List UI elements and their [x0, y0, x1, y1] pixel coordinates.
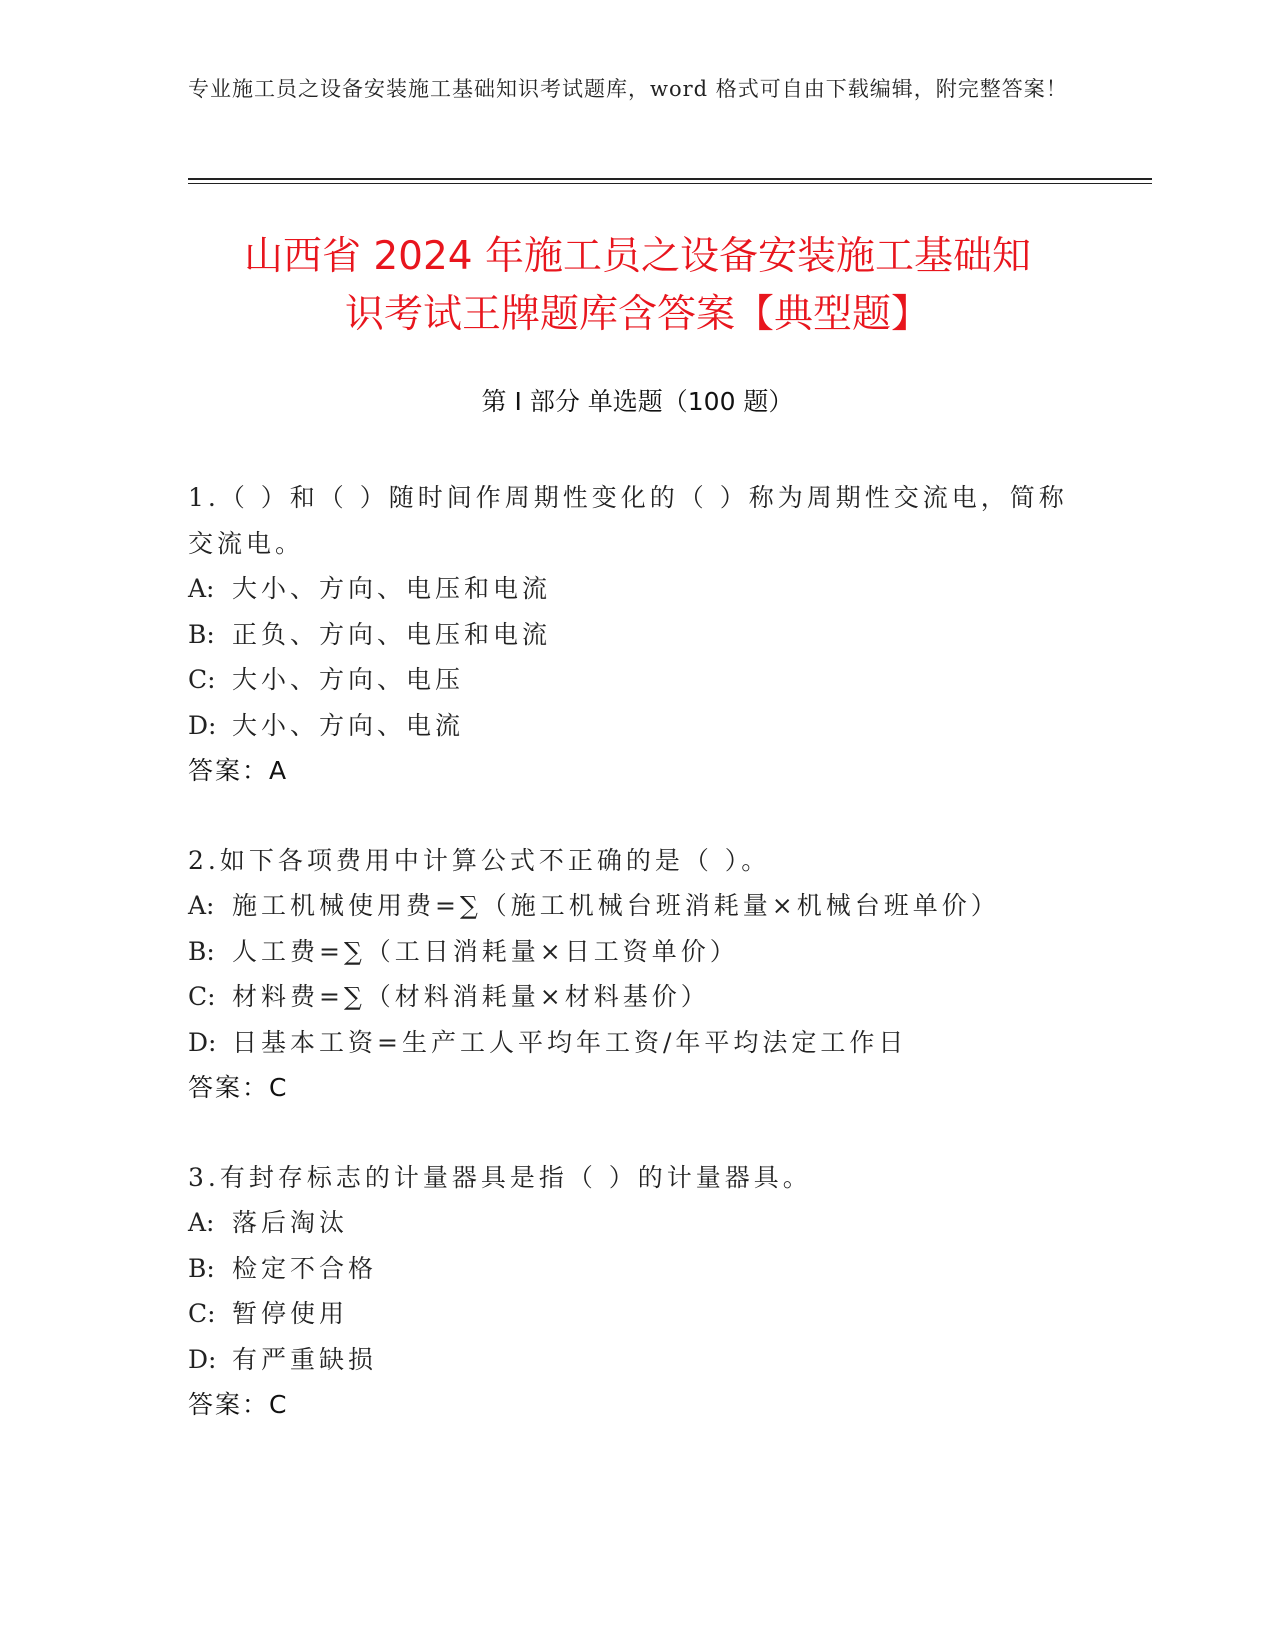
header-divider-thick — [188, 178, 1152, 180]
option-letter: C: — [188, 982, 216, 1011]
option-c — [188, 974, 1088, 1020]
answer-line — [188, 1382, 1088, 1428]
option-letter: A: — [188, 891, 215, 920]
option-d — [188, 703, 1088, 749]
answer-label: 答案： — [188, 1390, 270, 1419]
option-b — [188, 612, 1088, 658]
option-letter: A: — [188, 1208, 215, 1237]
answer-line — [188, 1065, 1088, 1111]
header-note: 专业施工员之设备安装施工基础知识考试题库，word 格式可自由下载编辑，附完整答案！ — [188, 77, 1068, 101]
question-2 — [188, 838, 1088, 1111]
option-text: 日基本工资=生产工人平均年工资/年平均法定工作日 — [232, 1027, 908, 1057]
section-heading: 第 I 部分 单选题（100 题） — [481, 387, 794, 416]
title-line-1: 山西省 2024 年施工员之设备安装施工基础知 — [243, 234, 1032, 279]
question-1 — [188, 475, 1088, 794]
answer-value: A — [269, 756, 287, 785]
option-letter: D: — [188, 1027, 217, 1057]
option-letter: D: — [188, 1344, 217, 1374]
option-d — [188, 1337, 1088, 1383]
option-letter: B: — [188, 619, 215, 649]
title-line-2: 识考试王牌题库含答案【典型题】 — [344, 292, 930, 337]
answer-line — [188, 748, 1088, 794]
option-text: 大小、方向、电流 — [232, 710, 465, 740]
question-3 — [188, 1155, 1088, 1428]
question-stem: 2.如下各项费用中计算公式不正确的是（ ）。 — [188, 845, 771, 875]
option-c — [188, 657, 1088, 703]
option-letter: C: — [188, 665, 216, 694]
answer-label: 答案： — [188, 756, 270, 785]
option-text: 大小、方向、电压 — [232, 665, 465, 694]
option-text: 落后淘汰 — [232, 1208, 349, 1237]
option-a — [188, 1200, 1088, 1246]
option-letter: A: — [188, 574, 215, 603]
option-text: 暂停使用 — [232, 1299, 349, 1328]
option-c — [188, 1291, 1088, 1337]
option-d — [188, 1020, 1088, 1066]
option-a — [188, 883, 1088, 929]
answer-value: C — [269, 1073, 287, 1102]
question-list — [188, 475, 1088, 1472]
option-text: 材料费=∑（材料消耗量×材料基价） — [232, 982, 710, 1011]
option-text: 正负、方向、电压和电流 — [232, 619, 552, 649]
option-letter: C: — [188, 1299, 216, 1328]
option-a — [188, 566, 1088, 612]
header-divider-thin — [188, 183, 1152, 184]
option-letter: D: — [188, 710, 217, 740]
option-b — [188, 1246, 1088, 1292]
option-text: 施工机械使用费=∑（施工机械台班消耗量×机械台班单价） — [232, 891, 1000, 920]
answer-value: C — [269, 1390, 287, 1419]
answer-label: 答案： — [188, 1073, 270, 1102]
option-text: 有严重缺损 — [232, 1344, 378, 1374]
option-text: 检定不合格 — [232, 1253, 378, 1283]
option-letter: B: — [188, 936, 215, 966]
option-letter: B: — [188, 1253, 215, 1283]
document-title — [150, 228, 1125, 344]
question-stem: 1.（ ）和（ ）随时间作周期性变化的（ ）称为周期性交流电，简称交流电。 — [188, 483, 1068, 558]
question-stem: 3.有封存标志的计量器具是指（ ）的计量器具。 — [188, 1162, 812, 1192]
option-text: 大小、方向、电压和电流 — [232, 574, 552, 603]
option-b — [188, 929, 1088, 975]
option-text: 人工费=∑（工日消耗量×日工资单价） — [232, 936, 739, 966]
